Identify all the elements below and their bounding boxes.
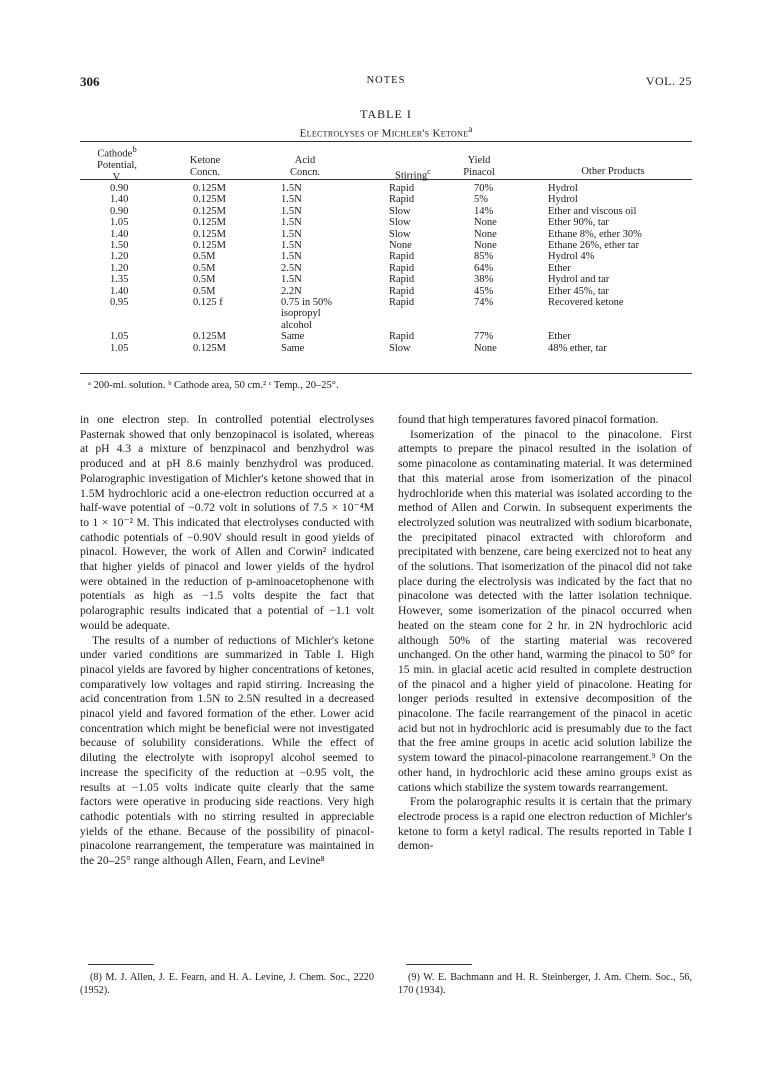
cell-stirring: Rapid bbox=[389, 194, 415, 206]
cell-ketone-concn: 0.5M bbox=[193, 251, 216, 263]
table-top-rule bbox=[80, 141, 692, 142]
page-number: 306 bbox=[80, 74, 100, 89]
cell-other-products: Hydrol bbox=[548, 183, 578, 194]
cell-potential: 1.05 bbox=[110, 331, 129, 343]
cell-other-products: Ether 45%, tar bbox=[548, 285, 609, 297]
cell-other-products: Hydrol and tar bbox=[548, 274, 610, 286]
cell-yield: 74% bbox=[474, 297, 494, 308]
cell-potential: 1.05 bbox=[110, 217, 129, 229]
cell-stirring: Rapid bbox=[389, 183, 415, 194]
cell-ketone-concn: 0.125 f bbox=[193, 297, 223, 308]
header-cathode-sup: b bbox=[132, 144, 137, 154]
header-cathode-line-1: Cathode bbox=[97, 148, 133, 160]
cell-yield: 64% bbox=[474, 262, 494, 274]
left-footnote-rule bbox=[88, 964, 154, 965]
cell-other-products: Ether 90%, tar bbox=[548, 217, 609, 229]
cell-ketone-concn: 0.5M bbox=[193, 285, 216, 297]
cell-ketone-concn: 0.125M bbox=[193, 205, 226, 217]
cell-yield: 70% bbox=[474, 183, 494, 194]
header-ketone-line-1: Ketone bbox=[189, 155, 221, 166]
cell-acid-concn: 1.5N bbox=[281, 228, 302, 240]
cell-stirring: Rapid bbox=[389, 285, 415, 297]
header-cathode-line-2: Potential, bbox=[97, 160, 137, 171]
cell-acid-concn: 1.5N bbox=[281, 194, 302, 206]
header-other-products-text: Other Products bbox=[581, 166, 645, 177]
cell-acid-concn: 0.75 in 50% bbox=[281, 297, 333, 308]
cell-ketone-concn: 0.125M bbox=[193, 194, 226, 206]
cell-yield: None bbox=[474, 342, 497, 354]
table-caption bbox=[80, 124, 692, 140]
header-yield-line-2: Pinacol bbox=[463, 166, 495, 178]
header-acid-line-2: Concn. bbox=[289, 166, 321, 178]
left-paragraph-1: in one electron step. In controlled potential electrolyses Pasternak showed that only benzopinacol is isolated, whereas at pH 4.3 a mixture of benzpinacol and benzhydrol was produced and at pH 8.6 mainly benzhydrol was produced. Polarographic investigation of Michler's ketone showed that in 1.5M hydrochloric acid a one-electron reduction occurred at a half-wave potential of −0.72 volt in solutions of 7.5 × 10⁻⁴M to 1 × 10⁻² M. This indicated that electrolyses conducted with cathodic potentials of −0.90V should result in good yields of pinacol. However, the work of Allen and Corwin² indicated that higher yields of pinacol and lower yields of the hydrol were obtained in the reduction of p-aminoacetophenone with potentials as high as −1.5 volts despite the fact that polarographic results indicated that a potential of −1.1 volt would be adequate. bbox=[80, 413, 374, 632]
cell-ketone-concn: 0.125M bbox=[193, 342, 226, 354]
header-stirring-sup: c bbox=[427, 166, 431, 176]
cell-ketone-concn: 0.125M bbox=[193, 183, 226, 194]
cell-stirring: Slow bbox=[389, 342, 411, 354]
cell-acid-concn: 1.5N bbox=[281, 274, 302, 286]
header-cathode bbox=[82, 144, 152, 183]
cell-stirring: Slow bbox=[389, 205, 411, 217]
cell-other-products: Recovered ketone bbox=[548, 297, 624, 308]
cell-ketone-concn: 0.5M bbox=[193, 274, 216, 286]
right-column bbox=[398, 413, 692, 854]
left-column bbox=[80, 413, 374, 869]
cell-yield: 38% bbox=[474, 274, 494, 286]
cell-stirring: Slow bbox=[389, 228, 411, 240]
header-yield-line-1: Yield bbox=[467, 155, 491, 166]
header-stirring bbox=[378, 166, 448, 182]
cell-other-products: Ether bbox=[548, 331, 571, 343]
cell-acid-concn: 2.2N bbox=[281, 285, 302, 297]
cell-acid-concn: 1.5N bbox=[281, 251, 302, 263]
right-footnote-rule bbox=[406, 964, 472, 965]
header-yield bbox=[444, 155, 514, 178]
header-acid bbox=[270, 155, 340, 178]
table-title: TABLE I bbox=[360, 107, 412, 121]
cell-potential: 1.50 bbox=[110, 240, 129, 251]
cell-potential: 1.40 bbox=[110, 228, 129, 240]
right-footnote bbox=[398, 972, 692, 997]
cell-acid-concn: 1.5N bbox=[281, 240, 302, 251]
section-title: NOTES bbox=[366, 75, 406, 86]
cell-acid-concn: 1.5N bbox=[281, 183, 302, 194]
header-ketone bbox=[170, 155, 240, 178]
cell-other-products: 48% ether, tar bbox=[548, 342, 607, 354]
cell-ketone-concn: 0.125M bbox=[193, 240, 226, 251]
cell-stirring: Rapid bbox=[389, 297, 415, 308]
cell-yield: None bbox=[474, 217, 497, 229]
cell-other-products: Ether and viscous oil bbox=[548, 205, 637, 217]
cell-other-products: Ethane 8%, ether 30% bbox=[548, 228, 642, 240]
cell-potential: 1.05 bbox=[110, 342, 129, 354]
cell-acid-concn: 1.5N bbox=[281, 217, 302, 229]
cell-yield: 5% bbox=[474, 194, 488, 206]
cell-ketone-concn: 0.125M bbox=[193, 217, 226, 229]
cell-stirring: None bbox=[389, 240, 412, 251]
cell-yield: None bbox=[474, 228, 497, 240]
left-footnote bbox=[80, 972, 374, 997]
header-cathode-line-3: V. bbox=[112, 171, 122, 183]
cell-potential: 1.20 bbox=[110, 251, 129, 263]
cell-yield: 77% bbox=[474, 331, 494, 343]
cell-potential: 0.95 bbox=[110, 297, 129, 308]
cell-stirring: Slow bbox=[389, 217, 411, 229]
left-paragraph-2: The results of a number of reductions of Michler's ketone under varied conditions are summarized in Table I. High pinacol yields are favored by higher concentrations of ketones, comparatively low voltages and rapid stirring. Increasing the acid concentration from 1.5N to 2.5N resulted in a decreased pinacol yield and favored formation of the ether. Lower acid concentration which might be beneficial were not investigated because of solubility considerations. While the effect of diluting the electrolyte with isopropyl alcohol seemed to increase the specificity of the reduction at −0.95 volt, the results at −1.05 volts indicate quite clearly that the same factors were operative in producing side reactions. Very high cathodic potentials with no stirring resulted in appreciable yields of the ethane. Because of the possibility of pinacol-pinacolone rearrangement, the temperature was maintained in the 20–25° range although Allen, Fearn, and Levine⁸ bbox=[80, 633, 374, 868]
right-paragraph-3: From the polarographic results it is certain that the primary electrode process is a rapid one electron reduction of Michler's ketone to form a ketyl radical. The results reported in Table I demon- bbox=[398, 795, 692, 853]
cell-yield: 45% bbox=[474, 285, 494, 297]
header-other-products bbox=[548, 166, 678, 178]
cell-stirring: Rapid bbox=[389, 262, 415, 274]
footnote-8: (8) M. J. Allen, J. E. Fearn, and H. A. Levine, J. Chem. Soc., 2220 (1952). bbox=[80, 972, 374, 996]
cell-other-products: Ethane 26%, ether tar bbox=[548, 240, 639, 251]
right-paragraph-1: found that high temperatures favored pinacol formation. bbox=[398, 413, 659, 426]
cell-stirring: Rapid bbox=[389, 251, 415, 263]
cell-potential: 0.90 bbox=[110, 205, 129, 217]
cell-ketone-concn: 0.5M bbox=[193, 262, 216, 274]
cell-other-products: Hydrol 4% bbox=[548, 251, 595, 263]
cell-potential: 0.90 bbox=[110, 183, 129, 194]
cell-yield: 14% bbox=[474, 205, 494, 217]
cell-acid-concn: isopropyl bbox=[281, 308, 321, 320]
cell-yield: None bbox=[474, 240, 497, 251]
cell-acid-concn: Same bbox=[281, 342, 305, 354]
cell-potential: 1.20 bbox=[110, 262, 129, 274]
table-bottom-rule bbox=[80, 373, 692, 374]
volume-label: VOL. 25 bbox=[645, 74, 692, 88]
table-footnote: ᵃ 200-ml. solution. ᵇ Cathode area, 50 cm.² ᶜ Temp., 20–25°. bbox=[88, 380, 339, 391]
table-caption-sup: a bbox=[468, 124, 473, 134]
cell-acid-concn: 2.5N bbox=[281, 262, 302, 274]
cell-stirring: Rapid bbox=[389, 331, 415, 343]
cell-stirring: Rapid bbox=[389, 274, 415, 286]
cell-ketone-concn: 0.125M bbox=[193, 228, 226, 240]
right-paragraph-2: Isomerization of the pinacol to the pinacolone. First attempts to prepare the pinacol resulted in the isolation of some pinacolone as contaminating material. It was determined that this material arose from isomerization of the pinacol hydrochloride when this material was isolated according to the method of Allen and Corwin. In subsequent experiments the electrolyzed solution was neutralized with sodium bicarbonate, the precipitated pinacol extracted with chloroform and precipitated with benzene, care being exercized not to heat any of the solutions. That isomerization of the pinacol did not take place during the electrolysis was indicated by the fact that no pinacolone was detected with the latter isolation technique. However, some isomerization of the pinacol occurred when heated on the steam cone for 2 hr. in 2N hydrochloric acid although 50% of the starting material was recovered unchanged. On the other hand, warming the pinacol to 50° for 15 min. in glacial acetic acid resulted in complete destruction of the pinacol and a higher yield of pinacolone. Heating for longer periods resulted in extensive decomposition of the pinacolone. The facile rearrangement of the pinacol in acetic acid but not in hydrochloric acid is presumably due to the fact that the free amine groups in acetic acid solution labilize the system toward the pinacol-pinacolone rearrangement.⁹ On the other hand, in hydrochloric acid these amino groups exist as cations which stabilize the system towards rearrangement. bbox=[398, 427, 692, 794]
running-header bbox=[80, 74, 692, 94]
cell-other-products: Ether bbox=[548, 262, 571, 274]
cell-potential: 1.40 bbox=[110, 285, 129, 297]
header-ketone-line-2: Concn. bbox=[189, 166, 221, 178]
cell-acid-concn: Same bbox=[281, 331, 305, 343]
header-stirring-text: Stirring bbox=[395, 170, 428, 182]
cell-acid-concn: 1.5N bbox=[281, 205, 302, 217]
cell-ketone-concn: 0.125M bbox=[193, 331, 226, 343]
cell-acid-concn: alcohol bbox=[281, 319, 312, 331]
header-acid-line-1: Acid bbox=[294, 155, 316, 166]
cell-other-products: Hydrol bbox=[548, 194, 578, 206]
cell-potential: 1.35 bbox=[110, 274, 129, 286]
cell-potential: 1.40 bbox=[110, 194, 129, 206]
cell-yield: 85% bbox=[474, 251, 494, 263]
table-caption-text: Electrolyses of Michler's Ketone bbox=[299, 127, 469, 140]
footnote-9: (9) W. E. Bachmann and H. R. Steinberger, J. Am. Chem. Soc., 56, 170 (1934). bbox=[398, 972, 692, 996]
